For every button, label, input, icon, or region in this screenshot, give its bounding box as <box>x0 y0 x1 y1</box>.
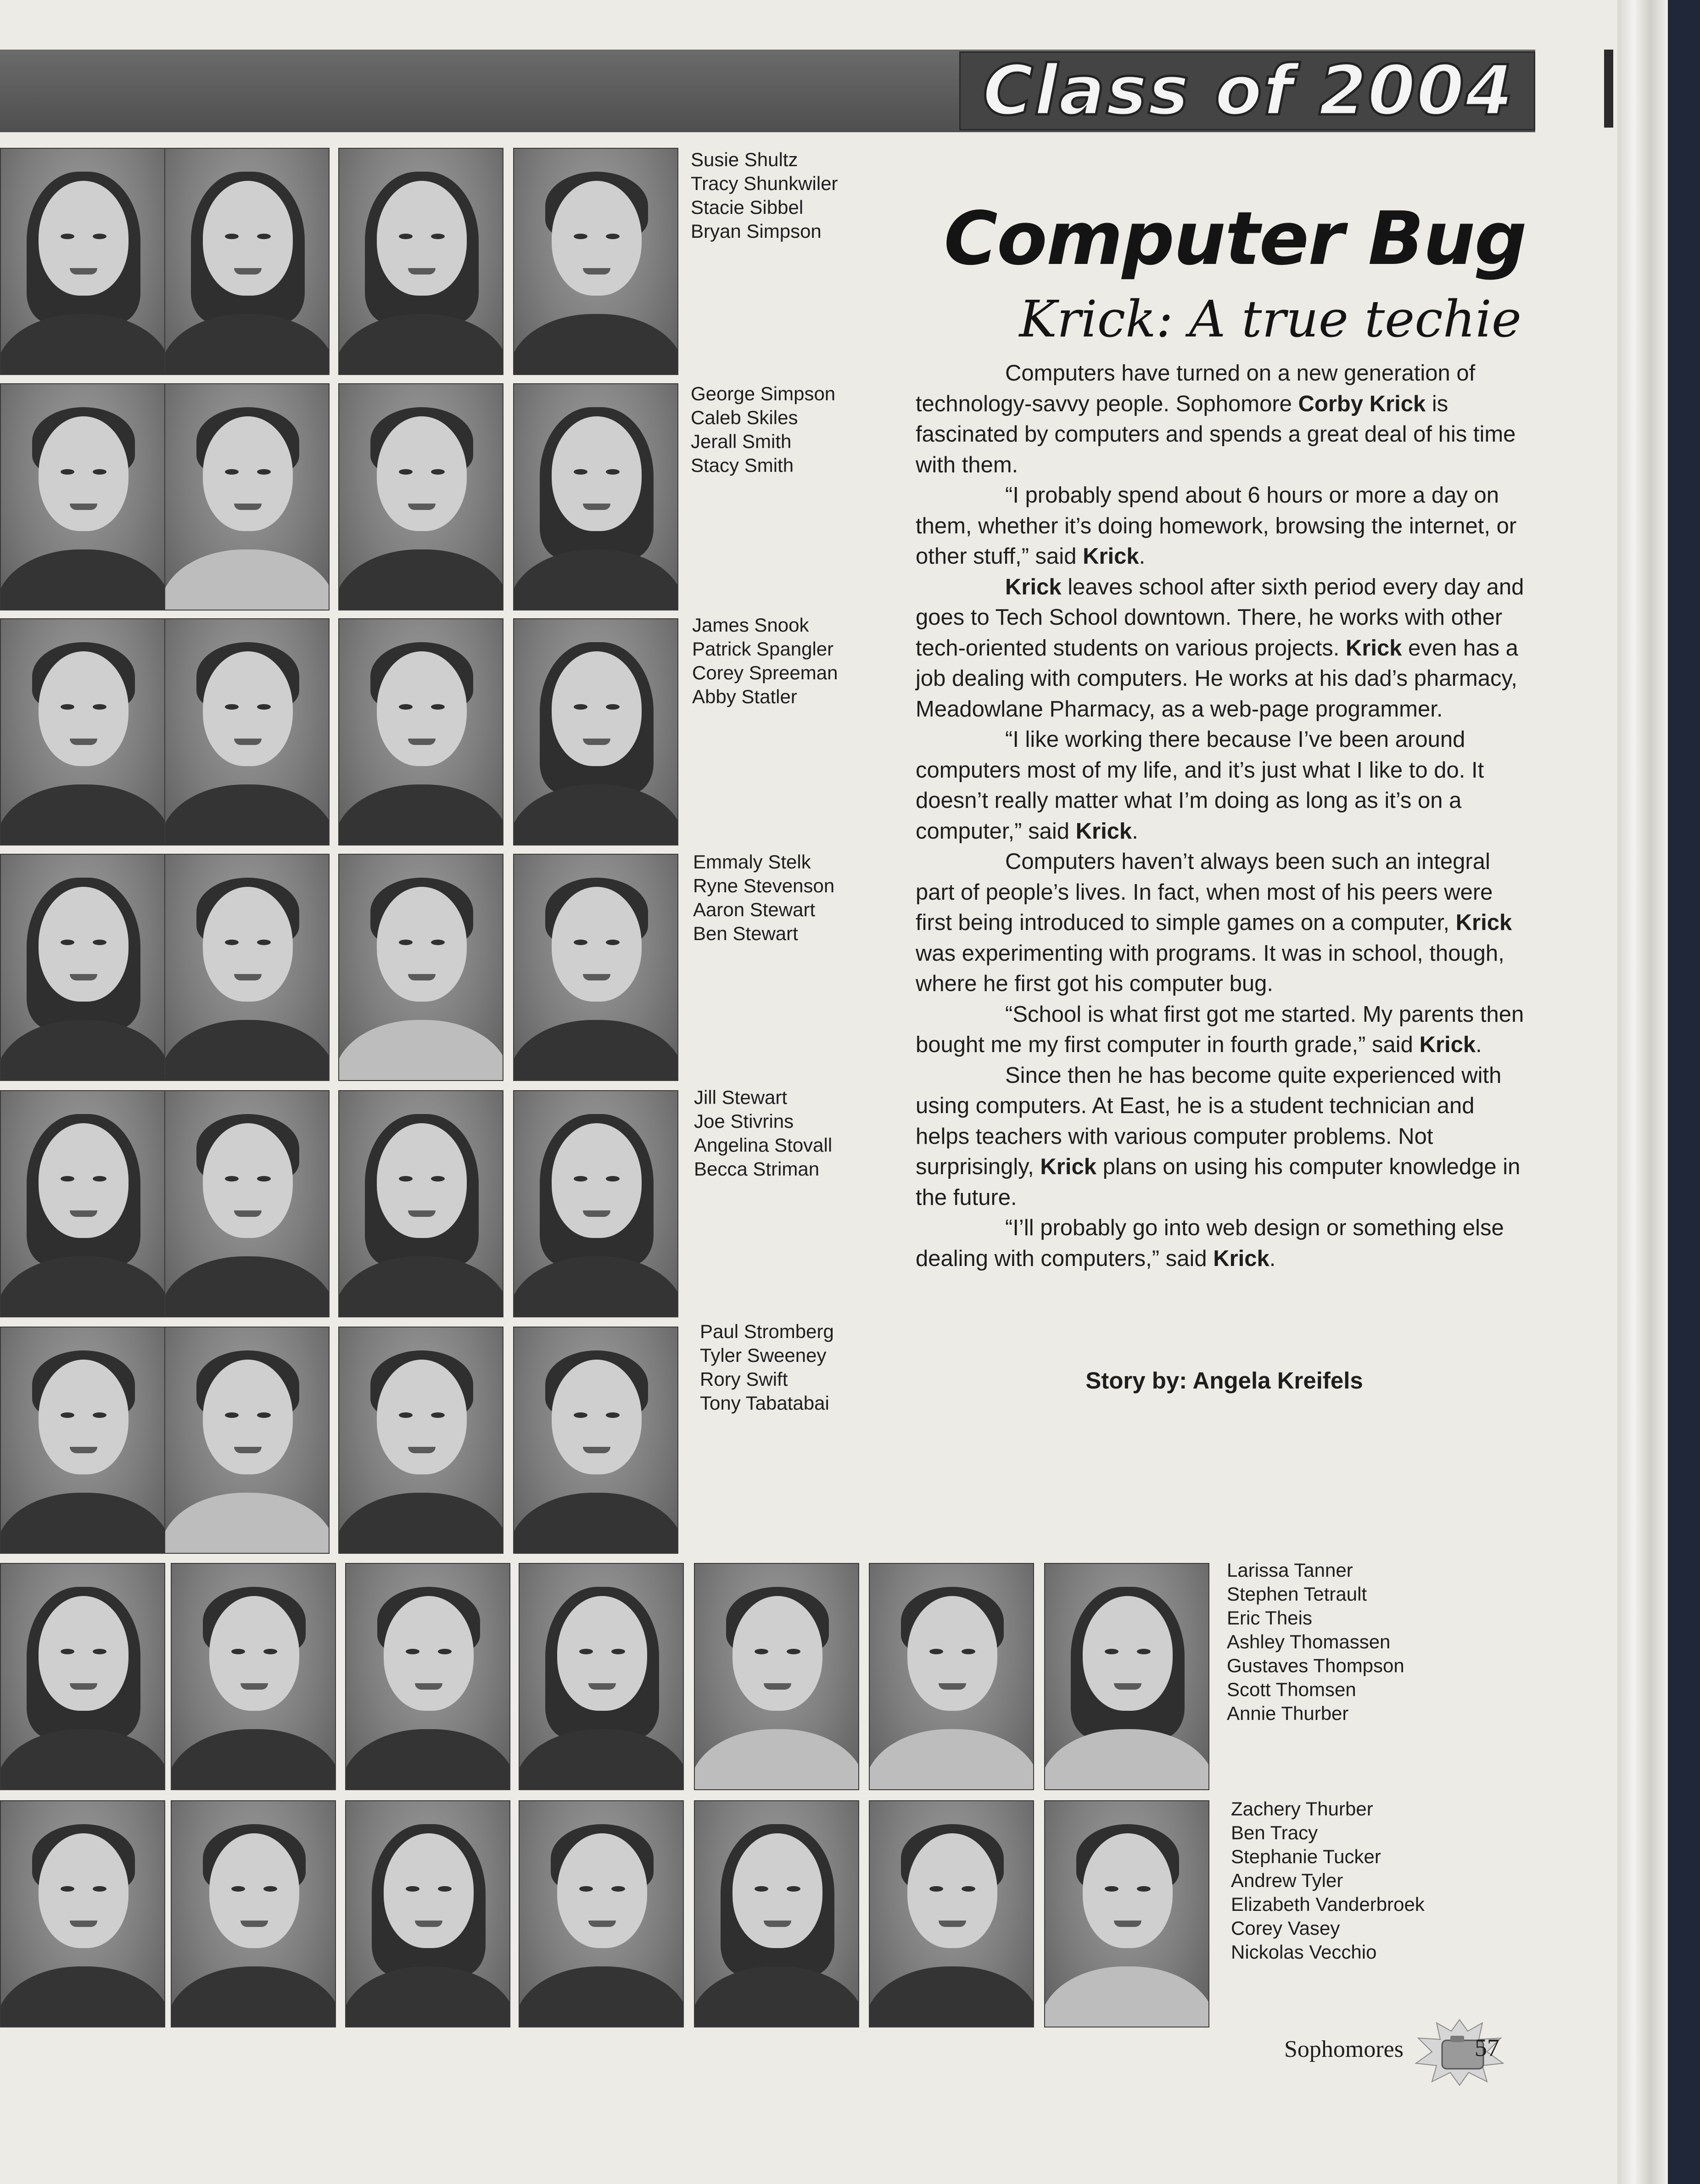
student-name: Rory Swift <box>700 1368 788 1390</box>
student-portrait <box>164 148 330 375</box>
student-portrait <box>338 618 503 846</box>
story-text: . <box>1139 544 1146 569</box>
story-emphasis: Krick <box>1213 1246 1269 1271</box>
story-text: “I probably spend about 6 hours or more a day on them, whether it’s doing homework, browsing the internet, or other stuff,” said <box>916 483 1517 569</box>
student-portrait <box>0 383 165 610</box>
story-paragraph <box>916 1060 1533 1213</box>
story-text: Computers haven’t always been such an integral part of people’s lives. In fact, when most of his peers were first being introduced to simple games on a computer, <box>916 849 1493 935</box>
student-name: Stephen Tetrault <box>1227 1583 1367 1605</box>
student-name: Angelina Stovall <box>694 1134 833 1156</box>
story-emphasis: Krick <box>1419 1032 1476 1057</box>
book-spine <box>1668 0 1700 2184</box>
story-emphasis: Krick <box>1083 544 1139 569</box>
student-name: Bryan Simpson <box>691 220 822 242</box>
story-subtitle: Krick: A true techie <box>1019 290 1521 348</box>
story-text: . <box>1132 818 1138 844</box>
student-name: Nickolas Vecchio <box>1231 1941 1377 1963</box>
student-portrait <box>0 618 165 846</box>
student-name: Ben Tracy <box>1231 1822 1318 1843</box>
student-portrait <box>0 1563 165 1790</box>
story-text: Since then he has become quite experienced with using computers. At East, he is a student technician and helps teachers with various computer problems. Not surprisingly, <box>916 1063 1502 1179</box>
student-name: Eric Theis <box>1227 1607 1312 1629</box>
student-portrait <box>171 1800 336 2027</box>
header-accent-bar <box>1604 50 1613 128</box>
student-portrait <box>513 148 678 375</box>
student-portrait <box>1044 1563 1209 1790</box>
student-name: Paul Stromberg <box>700 1321 834 1342</box>
story-paragraph <box>916 846 1533 999</box>
student-name: Jill Stewart <box>694 1086 788 1108</box>
student-portrait <box>869 1563 1034 1790</box>
student-name: Andrew Tyler <box>1231 1870 1343 1891</box>
student-portrait <box>338 1090 503 1317</box>
student-portrait <box>513 1090 678 1317</box>
story-text: was experimenting with programs. It was in school, though, where he first got his computer bug. <box>916 941 1504 996</box>
story-emphasis: Krick <box>1005 574 1062 599</box>
story-title: Computer Bug <box>944 196 1526 281</box>
story-paragraph <box>916 358 1533 480</box>
student-name: Annie Thurber <box>1227 1702 1349 1724</box>
story-text: Computers have turned on a new generation of technology-savvy people. Sophomore <box>916 361 1476 416</box>
story-emphasis: Krick <box>1075 818 1132 844</box>
student-name: Zachery Thurber <box>1231 1798 1373 1820</box>
story-paragraph <box>916 572 1533 725</box>
page-number: 57 <box>1475 2034 1499 2061</box>
story-text: plans on using his computer knowledge in the future. <box>916 1154 1521 1210</box>
story-paragraph <box>916 1213 1533 1274</box>
student-portrait <box>345 1800 510 2027</box>
student-name: Gustaves Thompson <box>1227 1655 1404 1676</box>
student-portrait <box>0 148 165 375</box>
story-body <box>916 358 1533 1274</box>
student-portrait <box>0 854 165 1081</box>
student-name: Stephanie Tucker <box>1231 1846 1381 1867</box>
student-portrait <box>338 383 503 610</box>
student-portrait <box>0 1800 165 2027</box>
student-name: Patrick Spangler <box>692 638 834 660</box>
student-portrait <box>338 1327 503 1554</box>
student-portrait <box>1044 1800 1209 2027</box>
student-portrait <box>0 1327 165 1554</box>
student-name: George Simpson <box>691 383 836 404</box>
story-emphasis: Krick <box>1345 635 1402 661</box>
student-portrait <box>345 1563 510 1790</box>
student-name: James Snook <box>692 614 809 636</box>
student-portrait <box>869 1800 1034 2027</box>
student-name: Ben Stewart <box>693 923 798 944</box>
story-text: leaves school after sixth period every day and goes to Tech School downtown. There, he works with other tech-oriented students on various projects. <box>916 574 1524 661</box>
story-text: “I like working there because I’ve been around computers most of my life, and it’s just what I like to do. It doesn’t really matter what I’m doing as long as it’s on a computer,” said <box>916 727 1484 844</box>
student-name: Becca Striman <box>694 1158 820 1180</box>
name-group-8 <box>1231 1797 1425 1964</box>
story-paragraph <box>916 724 1533 846</box>
story-emphasis: Corby Krick <box>1298 391 1426 416</box>
student-name: Corey Vasey <box>1231 1917 1340 1939</box>
story-text: “I’ll probably go into web design or something else dealing with computers,” said <box>916 1215 1504 1271</box>
student-name: Emmaly Stelk <box>693 851 811 873</box>
student-name: Ashley Thomassen <box>1227 1631 1391 1652</box>
student-name: Stacie Sibbel <box>691 196 804 218</box>
student-portrait <box>0 1090 165 1317</box>
story-emphasis: Krick <box>1040 1154 1096 1179</box>
student-portrait <box>164 618 330 846</box>
name-group-2 <box>691 382 835 477</box>
student-name: Stacy Smith <box>691 454 794 476</box>
student-portrait <box>519 1800 684 2027</box>
student-portrait <box>164 383 330 610</box>
student-name: Caleb Skiles <box>691 407 798 428</box>
student-portrait <box>513 383 678 610</box>
student-portrait <box>519 1563 684 1790</box>
student-portrait <box>513 1327 678 1554</box>
header-title: Class of 2004 <box>983 51 1514 131</box>
student-name: Elizabeth Vanderbroek <box>1231 1893 1425 1915</box>
story-text: . <box>1269 1246 1276 1271</box>
student-name: Abby Statler <box>692 686 797 707</box>
student-name: Joe Stivrins <box>694 1110 794 1132</box>
student-portrait <box>164 1327 330 1554</box>
name-group-3 <box>692 613 838 709</box>
student-portrait <box>513 618 678 846</box>
name-group-1 <box>691 148 838 243</box>
story-text: is fascinated by computers and spends a great deal of his time with them. <box>916 391 1516 477</box>
student-portrait <box>694 1563 859 1790</box>
student-name: Larissa Tanner <box>1227 1559 1353 1581</box>
student-name: Scott Thomsen <box>1227 1679 1356 1700</box>
student-name: Aaron Stewart <box>693 899 816 920</box>
story-emphasis: Krick <box>1455 910 1512 935</box>
student-portrait <box>338 854 503 1081</box>
student-name: Ryne Stevenson <box>693 875 835 896</box>
student-name: Tony Tabatabai <box>700 1392 829 1414</box>
story-paragraph <box>916 999 1533 1060</box>
student-portrait <box>164 1090 330 1317</box>
story-text: even has a job dealing with computers. He works at his dad’s pharmacy, Meadowlane Pharmacy, as a web-page programmer. <box>916 635 1518 722</box>
student-name: Tyler Sweeney <box>700 1344 827 1366</box>
name-group-6 <box>700 1320 834 1415</box>
story-byline: Story by: Angela Kreifels <box>1085 1367 1363 1394</box>
name-group-5 <box>694 1086 832 1181</box>
student-name: Tracy Shunkwiler <box>691 173 838 194</box>
student-name: Susie Shultz <box>691 149 798 170</box>
story-paragraph <box>916 480 1533 572</box>
name-group-7 <box>1227 1558 1404 1725</box>
story-text: . <box>1476 1032 1482 1057</box>
student-name: Jerall Smith <box>691 431 792 452</box>
name-group-4 <box>693 850 834 946</box>
section-label: Sophomores <box>1284 2036 1404 2062</box>
student-portrait <box>164 854 330 1081</box>
student-name: Corey Spreeman <box>692 662 838 683</box>
student-portrait <box>694 1800 859 2027</box>
story-text: “School is what first got me started. My parents then bought me my first computer in fourth grade,” said <box>916 1002 1524 1057</box>
student-portrait <box>171 1563 336 1790</box>
student-portrait <box>338 148 503 375</box>
student-portrait <box>513 854 678 1081</box>
